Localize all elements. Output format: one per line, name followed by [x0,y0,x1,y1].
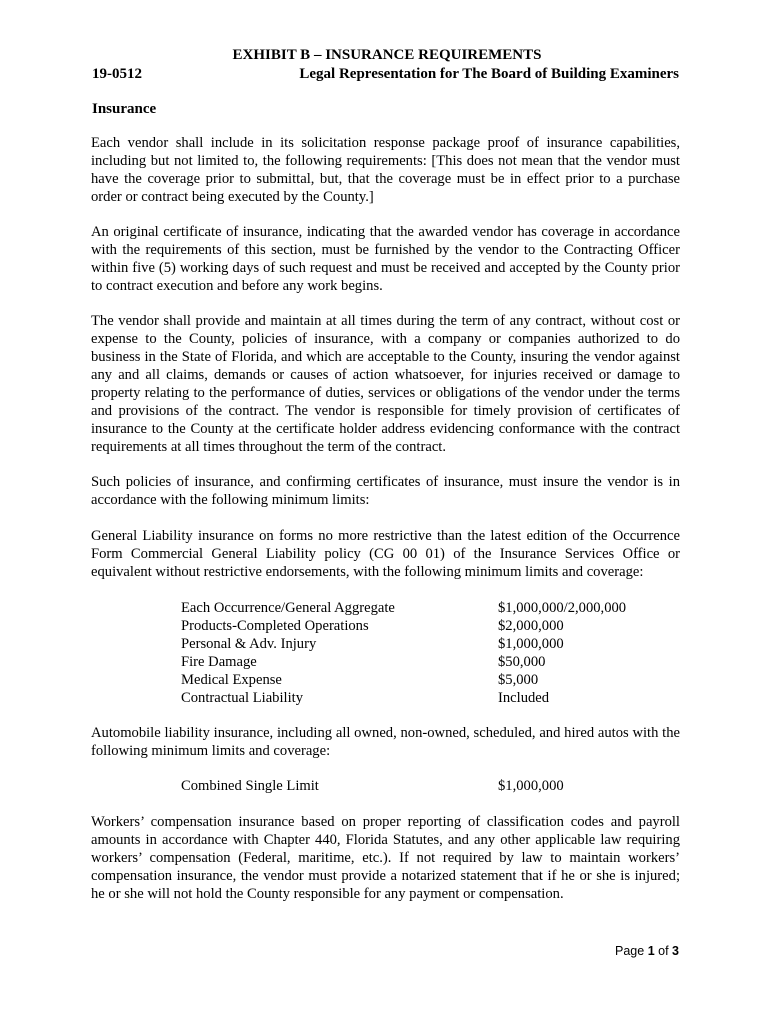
document-title: EXHIBIT B – INSURANCE REQUIREMENTS [232,47,542,63]
limit-row [181,618,661,636]
limit-value: $1,000,000/2,000,000 [498,600,627,616]
page-total: 3 [672,944,679,958]
limit-row [181,690,661,708]
limit-row [181,672,661,690]
section-heading: Insurance [92,101,157,117]
limit-label: Personal & Adv. Injury [181,635,317,652]
limit-value: $2,000,000 [498,617,564,634]
limit-value: $1,000,000 [498,778,564,795]
limit-label: Combined Single Limit [181,778,319,795]
limit-value: $50,000 [498,653,546,670]
limit-label: Fire Damage [181,653,257,670]
paragraph-maintain-coverage: The vendor shall provide and maintain at all times during the term of any contract, without cost or expense to the County, policies of insurance, with a company or companies authorized to do business in the State of Florida, and which are acceptable to the County, insuring the vendor against any and all claims, demands or causes of action whatsoever, for injuries received or damage to property relating to the performance of duties, services or obligations of the vendor under the terms and provisions of the contract. The vendor is responsible for timely provision of certificates of insurance to the County at the certificate holder address evidencing conformance with the contract requirements at all times throughout the term of the contract. [91,313,680,455]
paragraph-automobile-liability: Automobile liability insurance, including all owned, non-owned, scheduled, and hired autos with the following minimum limits and coverage: [91,725,680,759]
document-number: 19-0512 [92,66,142,82]
limit-label: Medical Expense [181,671,282,688]
limit-row [181,636,661,654]
body-text-upper [91,135,680,599]
limit-value: Included [498,689,550,706]
paragraph-proof-of-insurance: Each vendor shall include in its solicitation response package proof of insurance capabilities, including but not limited to, the following requirements: [This does not mean that the vendor must have the coverage prior to submittal, but, that the coverage must be in effect prior to a purchase order or contract being executed by the County.] [91,135,680,205]
limit-row [181,600,661,618]
paragraph-workers-compensation: Workers’ compensation insurance based on proper reporting of classification codes and payroll amounts in accordance with Chapter 440, Florida Statutes, and any other applicable law requiring workers’ compensation (Federal, maritime, etc.). If not required by law to maintain workers’ compensation insurance, the vendor must provide a notarized statement that if he or she is injured; he or she will not hold the County responsible for any payment or compensation. [91,813,680,902]
document-subtitle: Legal Representation for The Board of Building Examiners [299,66,679,82]
limit-label: Contractual Liability [181,689,303,706]
paragraph-general-liability: General Liability insurance on forms no more restrictive than the latest edition of the Occurrence Form Commercial General Liability policy (CG 00 01) of the Insurance Services Office or equivalent without restrictive endorsements, with the following minimum limits and coverage: [91,527,680,580]
paragraph-certificate: An original certificate of insurance, indicating that the awarded vendor has coverage in accordance with the requirements of this section, must be furnished by the vendor to the Contracting Officer within five (5) working days of such request and must be received and accepted by the County prior to contract execution and before any work begins. [91,224,680,294]
limit-label: Each Occurrence/General Aggregate [181,600,395,616]
limit-row [181,778,661,796]
page-word: Page [615,944,645,958]
page-current: 1 [647,944,655,958]
general-liability-limits [91,600,680,903]
limit-value: $5,000 [498,671,539,688]
limit-value: $1,000,000 [498,635,564,652]
limit-row [181,654,661,672]
paragraph-minimum-limits: Such policies of insurance, and confirming certificates of insurance, must insure the vendor is in accordance with the following minimum limits: [91,474,680,509]
page-number [615,944,679,958]
of-word: of [658,944,669,958]
limit-label: Products-Completed Operations [181,617,369,634]
